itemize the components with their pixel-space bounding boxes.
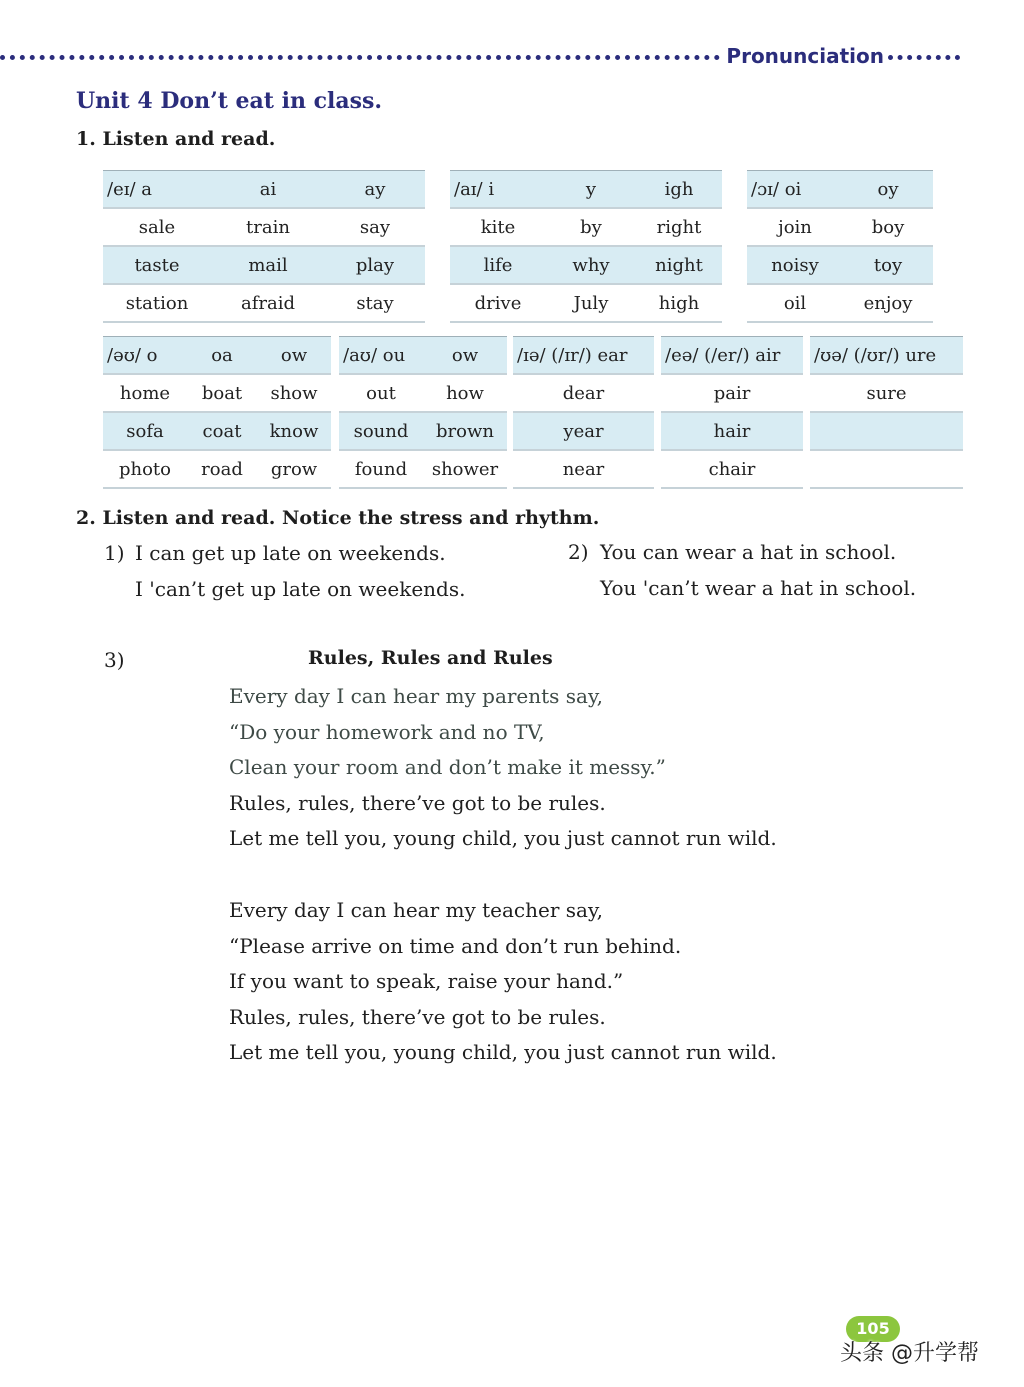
table-cell: boy bbox=[843, 208, 933, 246]
section-header bbox=[0, 45, 960, 67]
exercise-2-heading: 2. Listen and read. Notice the stress and rhythm. bbox=[76, 507, 600, 529]
table-cell: high bbox=[636, 284, 722, 322]
table-cell: chair bbox=[661, 450, 803, 488]
table-cell bbox=[810, 450, 963, 488]
table-cell: brown bbox=[423, 412, 507, 450]
table-row bbox=[103, 374, 331, 412]
table-cell: road bbox=[187, 450, 257, 488]
table-cell: night bbox=[636, 246, 722, 284]
phonics-table-au bbox=[339, 336, 507, 489]
table-cell bbox=[810, 412, 963, 450]
table-row bbox=[661, 337, 803, 375]
table-cell: train bbox=[211, 208, 325, 246]
table-cell: kite bbox=[450, 208, 546, 246]
table-row bbox=[339, 337, 507, 375]
table-cell: coat bbox=[187, 412, 257, 450]
dotted-rule bbox=[0, 55, 720, 60]
table-cell: how bbox=[423, 374, 507, 412]
table-cell: /ɪə/ (/ɪr/) ear bbox=[513, 337, 654, 375]
table-cell: taste bbox=[103, 246, 211, 284]
table-row bbox=[103, 284, 425, 322]
table-cell: oa bbox=[187, 337, 257, 375]
poem-stanza-1 bbox=[229, 679, 777, 857]
table-cell: ow bbox=[257, 337, 331, 375]
table-cell: /ɔɪ/ oi bbox=[747, 171, 843, 209]
table-cell: ay bbox=[325, 171, 425, 209]
table-cell: station bbox=[103, 284, 211, 322]
table-row bbox=[103, 246, 425, 284]
table-cell: ow bbox=[423, 337, 507, 375]
table-cell: toy bbox=[843, 246, 933, 284]
poem-title: Rules, Rules and Rules bbox=[308, 647, 553, 669]
table-cell: shower bbox=[423, 450, 507, 488]
table-cell: /əʊ/ o bbox=[103, 337, 187, 375]
table-row bbox=[661, 412, 803, 450]
table-cell: know bbox=[257, 412, 331, 450]
phonics-table-oi bbox=[747, 170, 933, 323]
table-cell: sale bbox=[103, 208, 211, 246]
section-title: Pronunciation bbox=[726, 44, 884, 68]
table-cell: home bbox=[103, 374, 187, 412]
table-row bbox=[513, 450, 654, 488]
table-cell: show bbox=[257, 374, 331, 412]
table-row bbox=[103, 450, 331, 488]
table-cell: out bbox=[339, 374, 423, 412]
phonics-table-ure bbox=[810, 336, 963, 489]
table-row bbox=[747, 171, 933, 209]
table-row bbox=[513, 412, 654, 450]
unit-title: Unit 4 Don’t eat in class. bbox=[76, 88, 383, 114]
table-row bbox=[747, 246, 933, 284]
table-row bbox=[339, 374, 507, 412]
table-row bbox=[450, 246, 722, 284]
table-cell: ai bbox=[211, 171, 325, 209]
table-cell: /eə/ (/er/) air bbox=[661, 337, 803, 375]
table-cell: hair bbox=[661, 412, 803, 450]
table-row bbox=[339, 450, 507, 488]
item-1-sentence-1: I can get up late on weekends. bbox=[135, 541, 446, 565]
table-row bbox=[810, 337, 963, 375]
poem-stanza-2 bbox=[229, 893, 777, 1071]
item-1-number: 1) bbox=[104, 541, 125, 565]
table-cell: drive bbox=[450, 284, 546, 322]
poem-line: “Please arrive on time and don’t run behind. bbox=[229, 933, 682, 958]
table-row bbox=[747, 208, 933, 246]
table-row bbox=[103, 208, 425, 246]
table-cell: near bbox=[513, 450, 654, 488]
table-row bbox=[513, 337, 654, 375]
table-row bbox=[747, 284, 933, 322]
table-cell: enjoy bbox=[843, 284, 933, 322]
exercise-1-heading: 1. Listen and read. bbox=[76, 128, 276, 150]
table-cell: dear bbox=[513, 374, 654, 412]
table-cell: /aʊ/ ou bbox=[339, 337, 423, 375]
item-2-sentence-1: You can wear a hat in school. bbox=[600, 540, 897, 564]
table-cell: grow bbox=[257, 450, 331, 488]
table-cell: afraid bbox=[211, 284, 325, 322]
table-row bbox=[339, 412, 507, 450]
table-cell: noisy bbox=[747, 246, 843, 284]
table-cell: by bbox=[546, 208, 636, 246]
poem-line: Clean your room and don’t make it messy.” bbox=[229, 755, 666, 780]
phonics-table-ai bbox=[450, 170, 722, 323]
table-cell: why bbox=[546, 246, 636, 284]
table-cell: July bbox=[546, 284, 636, 322]
phonics-table-ou bbox=[103, 336, 331, 489]
table-row bbox=[103, 337, 331, 375]
item-3-number: 3) bbox=[104, 648, 125, 672]
poem-line: Rules, rules, there’ve got to be rules. bbox=[229, 790, 606, 815]
watermark: 头条 @升学帮 bbox=[840, 1341, 979, 1366]
table-row bbox=[661, 450, 803, 488]
phonics-table-ei bbox=[103, 170, 425, 323]
table-row bbox=[810, 450, 963, 488]
table-row bbox=[103, 171, 425, 209]
item-2-sentence-2: You 'can’t wear a hat in school. bbox=[600, 576, 917, 600]
poem-line: “Do your homework and no TV, bbox=[229, 719, 545, 744]
poem-line: Every day I can hear my teacher say, bbox=[229, 898, 603, 922]
table-cell: sound bbox=[339, 412, 423, 450]
table-cell: photo bbox=[103, 450, 187, 488]
table-cell: y bbox=[546, 171, 636, 209]
table-cell: life bbox=[450, 246, 546, 284]
table-cell: igh bbox=[636, 171, 722, 209]
table-cell: oy bbox=[843, 171, 933, 209]
table-row bbox=[450, 284, 722, 322]
table-row bbox=[810, 412, 963, 450]
phonics-table-air bbox=[661, 336, 803, 489]
page-number: 105 bbox=[846, 1316, 900, 1342]
table-row bbox=[513, 374, 654, 412]
table-cell: year bbox=[513, 412, 654, 450]
table-row bbox=[810, 374, 963, 412]
item-2-number: 2) bbox=[568, 540, 589, 564]
poem-line: Let me tell you, young child, you just cannot run wild. bbox=[229, 826, 777, 851]
phonics-table-ear bbox=[513, 336, 654, 489]
poem-line: Every day I can hear my parents say, bbox=[229, 684, 603, 708]
table-row bbox=[103, 412, 331, 450]
table-cell: mail bbox=[211, 246, 325, 284]
table-cell: found bbox=[339, 450, 423, 488]
table-cell: stay bbox=[325, 284, 425, 322]
table-row bbox=[450, 171, 722, 209]
table-row bbox=[450, 208, 722, 246]
poem-line: Rules, rules, there’ve got to be rules. bbox=[229, 1004, 606, 1029]
table-cell: boat bbox=[187, 374, 257, 412]
table-cell: sofa bbox=[103, 412, 187, 450]
table-cell: play bbox=[325, 246, 425, 284]
table-cell: /ʊə/ (/ʊr/) ure bbox=[810, 337, 963, 375]
table-cell: /aɪ/ i bbox=[450, 171, 546, 209]
table-cell: right bbox=[636, 208, 722, 246]
table-cell: /eɪ/ a bbox=[103, 171, 211, 209]
poem-line: Let me tell you, young child, you just cannot run wild. bbox=[229, 1040, 777, 1065]
table-cell: pair bbox=[661, 374, 803, 412]
dotted-rule-tail bbox=[888, 55, 960, 60]
item-1-sentence-2: I 'can’t get up late on weekends. bbox=[135, 577, 466, 601]
table-cell: join bbox=[747, 208, 843, 246]
table-row bbox=[661, 374, 803, 412]
poem-line: If you want to speak, raise your hand.” bbox=[229, 969, 624, 994]
table-cell: oil bbox=[747, 284, 843, 322]
table-cell: say bbox=[325, 208, 425, 246]
table-cell: sure bbox=[810, 374, 963, 412]
